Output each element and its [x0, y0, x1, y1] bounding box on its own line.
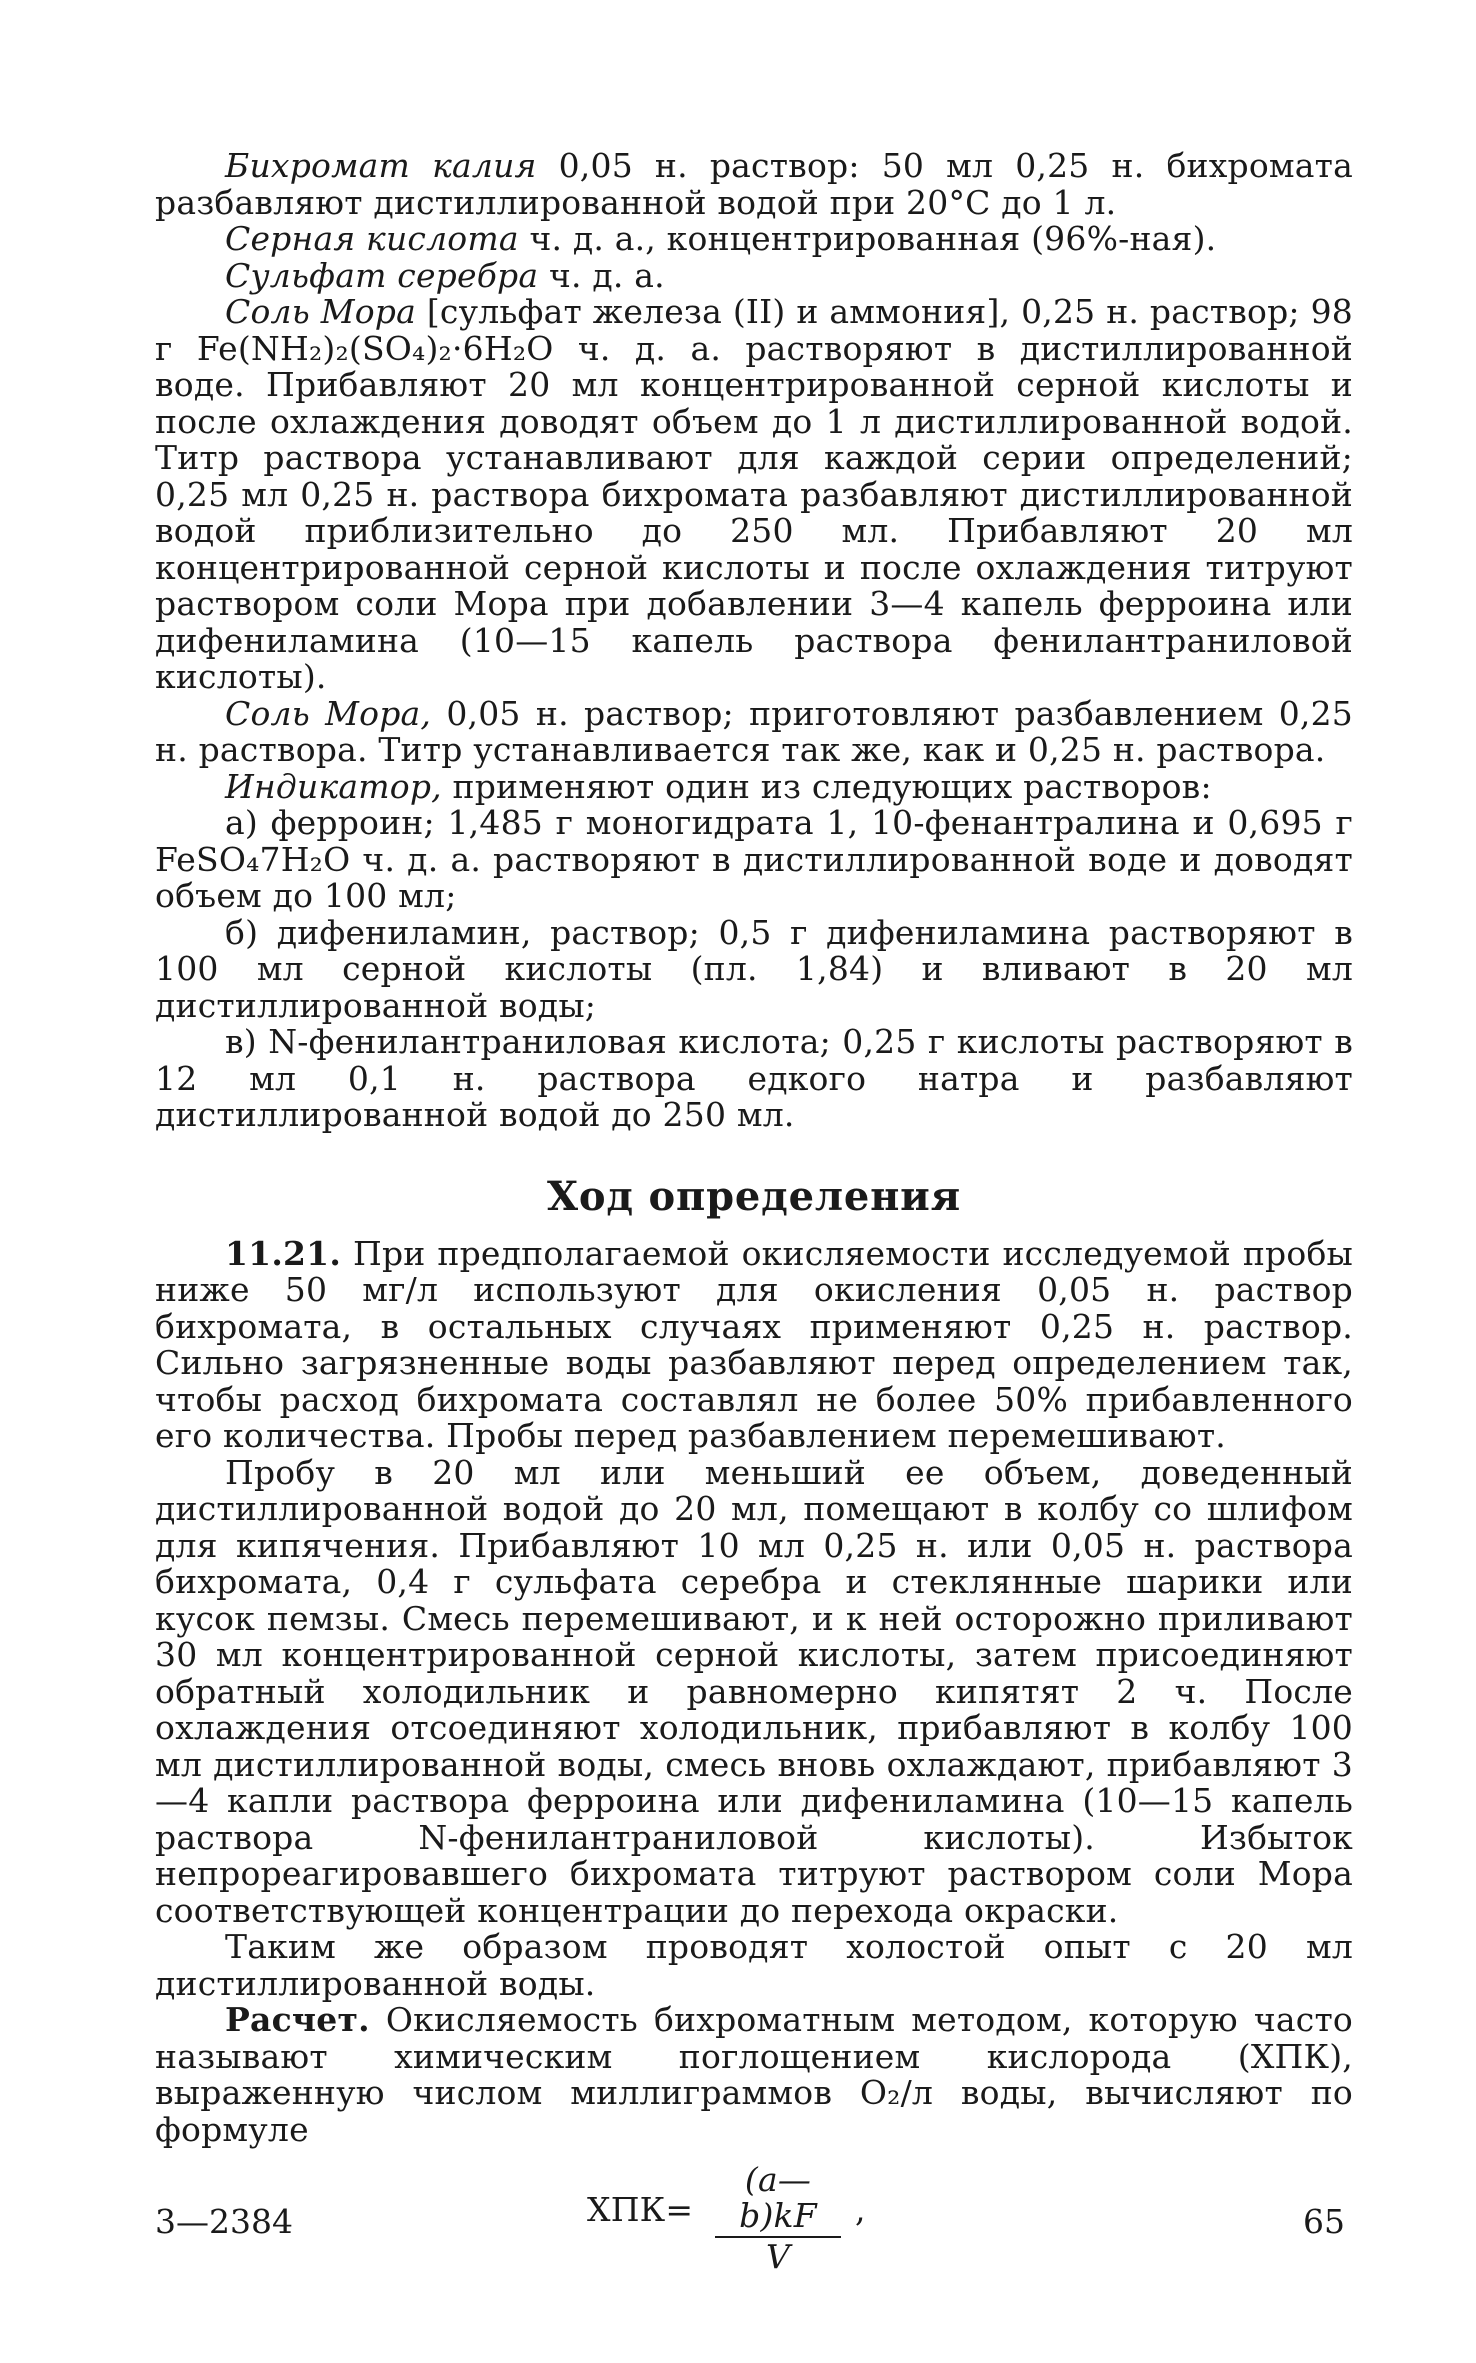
formula-fraction — [715, 2162, 841, 2274]
procedure-section — [155, 1233, 1353, 2149]
calculation-paragraph — [155, 2002, 1353, 2148]
reagent-text: ч. д. а. — [538, 255, 665, 295]
signature-mark: 3—2384 — [155, 2202, 293, 2241]
procedure-paragraph — [155, 1233, 1353, 1455]
indicator-option-text: а) ферроин; 1,485 г моногидрата 1, 10-фенантралина и 0,695 г FeSO₄7H₂O ч. д. а. растворяют в дистиллированной воде и доводят объем до 100 мл; — [155, 803, 1353, 915]
formula-denominator: V — [765, 2237, 791, 2276]
reagent-term: Бихромат калия — [225, 146, 537, 185]
reagent-text: применяют один из следующих растворов: — [441, 766, 1212, 806]
section-number: 11.21. — [225, 1233, 342, 1273]
indicator-option — [155, 912, 1353, 1025]
reagent-text: 0,05 н. раствор: 50 мл 0,25 н. бихромата разбавляют дистиллированной водой при 20°С до 1 л. — [155, 146, 1353, 222]
reagent-term: Серная кислота — [225, 219, 519, 258]
formula-numerator: (a—b)kF — [739, 2160, 817, 2235]
indicator-option — [155, 805, 1353, 915]
reagent-paragraph — [155, 255, 1353, 295]
reagent-text: 0,05 н. раствор; приготовляют разбавлением 0,25 н. раствора. Титр устанавливается так же, как и 0,25 н. раствора. — [155, 693, 1353, 769]
reagent-paragraph — [155, 148, 1353, 221]
calculation-label: Расчет. — [225, 2000, 370, 2039]
indicator-option — [155, 1024, 1353, 1134]
reagent-term: Соль Мора, — [225, 693, 432, 733]
reagent-paragraph — [155, 693, 1353, 769]
page-number: 65 — [1303, 2202, 1345, 2241]
reagent-term: Индикатор, — [225, 766, 442, 806]
reagent-paragraph — [155, 294, 1353, 696]
indicator-option-text: в) N-фенилантраниловая кислота; 0,25 г кислоты растворяют в 12 мл 0,1 н. раствора едкого натра и разбавляют дистиллированной водой до 250 мл. — [155, 1022, 1353, 1134]
reagent-text: [сульфат железа (II) и аммония], 0,25 н. раствор; 98 г Fe(NH₂)₂(SO₄)₂·6H₂O ч. д. а. растворяют в дистиллированной воде. Прибавляют 20 мл концентрированной серной кислоты и после охлаждения доводят объем до 1 л дистиллированной водой. Титр раствора устанавливают для каждой серии определений; 0,25 мл 0,25 н. раствора бихромата разбавляют дистиллированной водой приблизительно до 250 мл. Прибавляют 20 мл концентрированной серной кислоты и после охлаждения титруют раствором соли Мора при добавлении 3—4 капель ферроина или дифениламина (10—15 капель раствора фенилантраниловой кислоты). — [155, 292, 1353, 696]
cod-formula — [155, 2160, 1353, 2276]
reagent-paragraph — [155, 221, 1353, 258]
indicator-option-text: б) дифениламин, раствор; 0,5 г дифениламина растворяют в 100 мл серной кислоты (пл. 1,84) и вливают в 20 мл дистиллированной воды; — [155, 912, 1353, 1025]
calculation-text: Окисляемость бихроматным методом, которую часто называют химическим поглощением кислорода (ХПК), выраженную числом миллиграммов O₂/л воды, вычисляют по формуле — [155, 2000, 1353, 2149]
formula-lhs: ХПК= — [587, 2190, 694, 2229]
section-heading: Ход определения — [547, 1172, 961, 1220]
procedure-paragraph: Пробу в 20 мл или меньший ее объем, доведенный дистиллированной водой до 20 мл, помещают в колбу со шлифом для кипячения. Прибавляют 10 мл 0,25 н. или 0,05 н. раствора бихромата, 0,4 г сульфата серебра и стеклянные шарики или кусок пемзы. Смесь перемешивают, и к ней осторожно приливают 30 мл концентрированной серной кислоты, затем присоединяют обратный холодильник и равномерно кипятят 2 ч. После охлаждения отсоединяют холодильник, прибавляют в колбу 100 мл дистиллированной воды, смесь вновь охлаждают, прибавляют 3—4 капли раствора ферроина или дифениламина (10—15 капель раствора N-фенилантраниловой кислоты). Избыток непрореагировавшего бихромата титруют раствором соли Мора соответствующей концентрации до перехода окраски. — [155, 1452, 1353, 1930]
reagent-term: Сульфат серебра — [225, 255, 539, 295]
reagents-list — [155, 148, 1353, 1134]
page-body — [155, 146, 1353, 2276]
reagent-term: Соль Мора — [225, 292, 416, 331]
reagent-text: ч. д. а., концентрированная (96%-ная). — [518, 219, 1217, 258]
procedure-paragraph: Таким же образом проводят холостой опыт с 20 мл дистиллированной воды. — [155, 1927, 1353, 2003]
reagent-paragraph — [155, 766, 1353, 806]
formula-trail: , — [855, 2190, 866, 2229]
procedure-text: При предполагаемой окисляемости исследуемой пробы ниже 50 мг/л используют для окисления 0,05 н. раствор бихромата, в остальных случаях применяют 0,25 н. раствор. Сильно загрязненные воды разбавляют перед определением так, чтобы расход бихромата составлял не более 50% прибавленного его количества. Пробы перед разбавлением перемешивают. — [155, 1233, 1353, 1455]
